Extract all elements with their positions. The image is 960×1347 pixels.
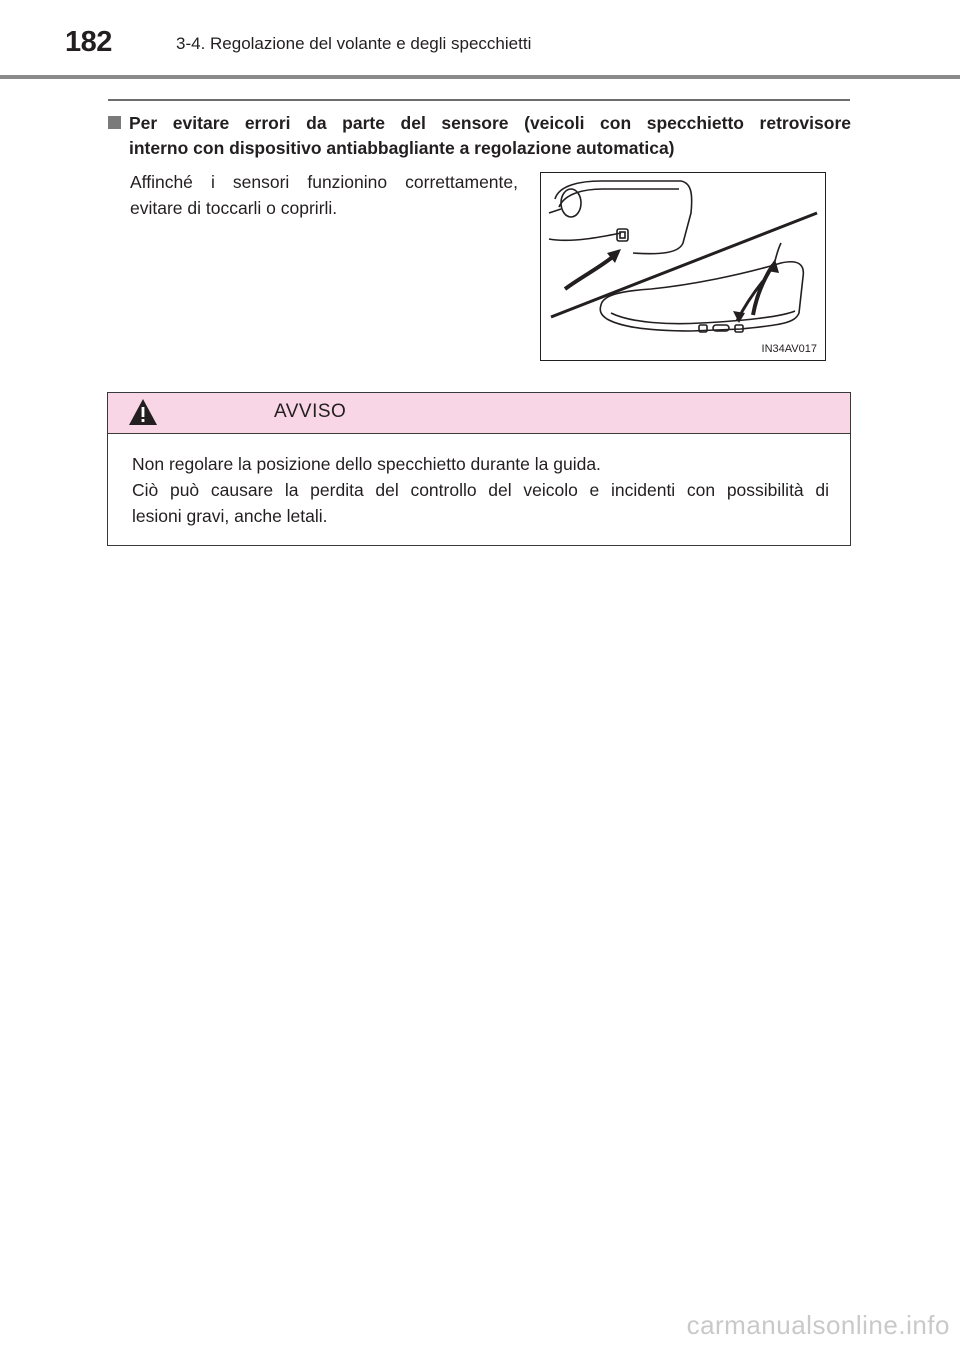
chapter-title: 3-4. Regolazione del volante e degli specchietti bbox=[176, 34, 532, 53]
section-body bbox=[130, 169, 518, 221]
section-heading bbox=[108, 111, 851, 161]
warning-line-1: Non regolare la posizione dello specchietto durante la guida. bbox=[132, 454, 601, 474]
warning-line-2: Ciò può causare la perdita del controllo del veicolo e incidenti con possibilità di bbox=[132, 480, 829, 500]
warning-title: AVVISO bbox=[274, 401, 347, 422]
section-heading-line-1 bbox=[108, 111, 851, 136]
bullet-square-icon bbox=[108, 116, 121, 129]
figure-code: IN34AV017 bbox=[761, 343, 817, 355]
mirror-sensor-figure bbox=[540, 172, 826, 361]
section-body-line-1: Affinché i sensori funzionino correttamente, bbox=[130, 172, 518, 192]
header-divider bbox=[0, 75, 960, 79]
section-body-line-2: evitare di toccarli o coprirli. bbox=[130, 198, 338, 218]
warning-triangle-icon bbox=[128, 398, 158, 426]
section-heading-line-2: interno con dispositivo antiabbagliante a regolazione automatica) bbox=[129, 138, 675, 158]
footer-watermark: carmanualsonline.info bbox=[686, 1310, 950, 1340]
page-number: 182 bbox=[65, 26, 112, 58]
warning-line-3: lesioni gravi, anche letali. bbox=[132, 506, 328, 526]
mirror-sensor-illustration-icon bbox=[541, 173, 827, 362]
section-heading-text-1: Per evitare errori da parte del sensore (veicoli con specchietto retrovisore bbox=[129, 113, 851, 133]
warning-box bbox=[107, 392, 851, 546]
section-divider bbox=[108, 99, 850, 101]
warning-body bbox=[132, 451, 829, 529]
warning-header bbox=[108, 393, 850, 434]
